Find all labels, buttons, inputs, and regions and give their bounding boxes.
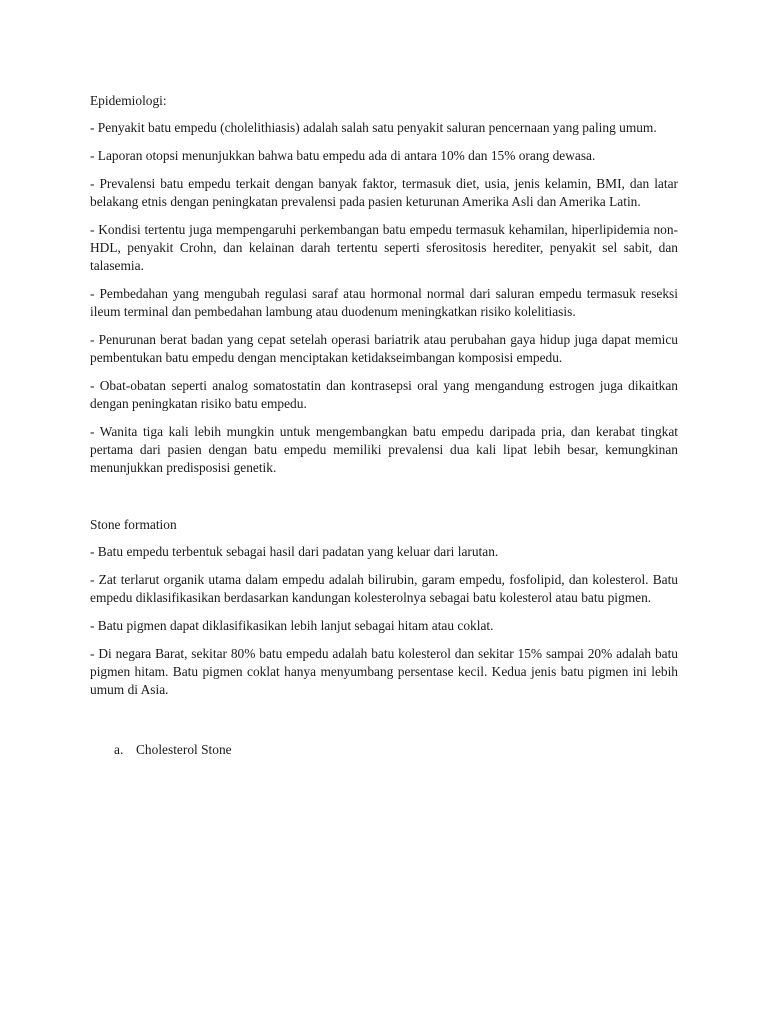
- paragraph: - Obat-obatan seperti analog somatostatin dan kontrasepsi oral yang mengandung estrogen juga dikaitkan dengan peningkatan risiko batu empedu.: [90, 378, 678, 411]
- paragraph: - Kondisi tertentu juga mempengaruhi perkembangan batu empedu termasuk kehamilan, hiperlipidemia non-HDL, penyakit Crohn, dan kelainan darah tertentu seperti sferositosis herediter, penyakit sel sabit, dan talasemia.: [90, 222, 678, 273]
- section-spacer: [90, 487, 678, 516]
- section-heading-epidemiologi: Epidemiologi:: [90, 93, 167, 108]
- paragraph: - Laporan otopsi menunjukkan bahwa batu empedu ada di antara 10% dan 15% orang dewasa.: [90, 148, 596, 163]
- paragraph: - Penurunan berat badan yang cepat setelah operasi bariatrik atau perubahan gaya hidup juga dapat memicu pembentukan batu empedu dengan menciptakan ketidakseimbangan komposisi empedu.: [90, 332, 678, 365]
- paragraph: - Di negara Barat, sekitar 80% batu empedu adalah batu kolesterol dan sekitar 15% sampai 20% adalah batu pigmen hitam. Batu pigmen coklat hanya menyumbang persentase kecil. Kedua jenis batu pigmen ini lebih umum di Asia.: [90, 646, 678, 697]
- list-spacer: [90, 709, 678, 741]
- paragraph: - Zat terlarut organik utama dalam empedu adalah bilirubin, garam empedu, fosfolipid, dan kolesterol. Batu empedu diklasifikasikan berdasarkan kandungan kolesterolnya sebagai batu kolesterol atau batu pigmen.: [90, 572, 678, 605]
- paragraph: - Batu pigmen dapat diklasifikasikan lebih lanjut sebagai hitam atau coklat.: [90, 618, 494, 633]
- section-heading-stone-formation: Stone formation: [90, 517, 177, 532]
- paragraph: - Batu empedu terbentuk sebagai hasil dari padatan yang keluar dari larutan.: [90, 544, 499, 559]
- document-page: [90, 92, 678, 759]
- list-item-label: Cholesterol Stone: [136, 742, 232, 757]
- paragraph: - Penyakit batu empedu (cholelithiasis) adalah salah satu penyakit saluran pencernaan yang paling umum.: [90, 120, 657, 135]
- paragraph: - Pembedahan yang mengubah regulasi saraf atau hormonal normal dari saluran empedu termasuk reseksi ileum terminal dan pembedahan lambung atau duodenum meningkatkan risiko kolelitiasis.: [90, 286, 678, 319]
- paragraph: - Prevalensi batu empedu terkait dengan banyak faktor, termasuk diet, usia, jenis kelamin, BMI, dan latar belakang etnis dengan peningkatan prevalensi pada pasien keturunan Amerika Asli dan Amerika Latin.: [90, 176, 678, 209]
- list-item-cholesterol-stone: [114, 741, 678, 759]
- list-marker: a.: [114, 742, 124, 757]
- paragraph: - Wanita tiga kali lebih mungkin untuk mengembangkan batu empedu daripada pria, dan kerabat tingkat pertama dari pasien dengan batu empedu memiliki prevalensi dua kali lipat lebih besar, kemungkinan menunjukkan predisposisi genetik.: [90, 424, 678, 475]
